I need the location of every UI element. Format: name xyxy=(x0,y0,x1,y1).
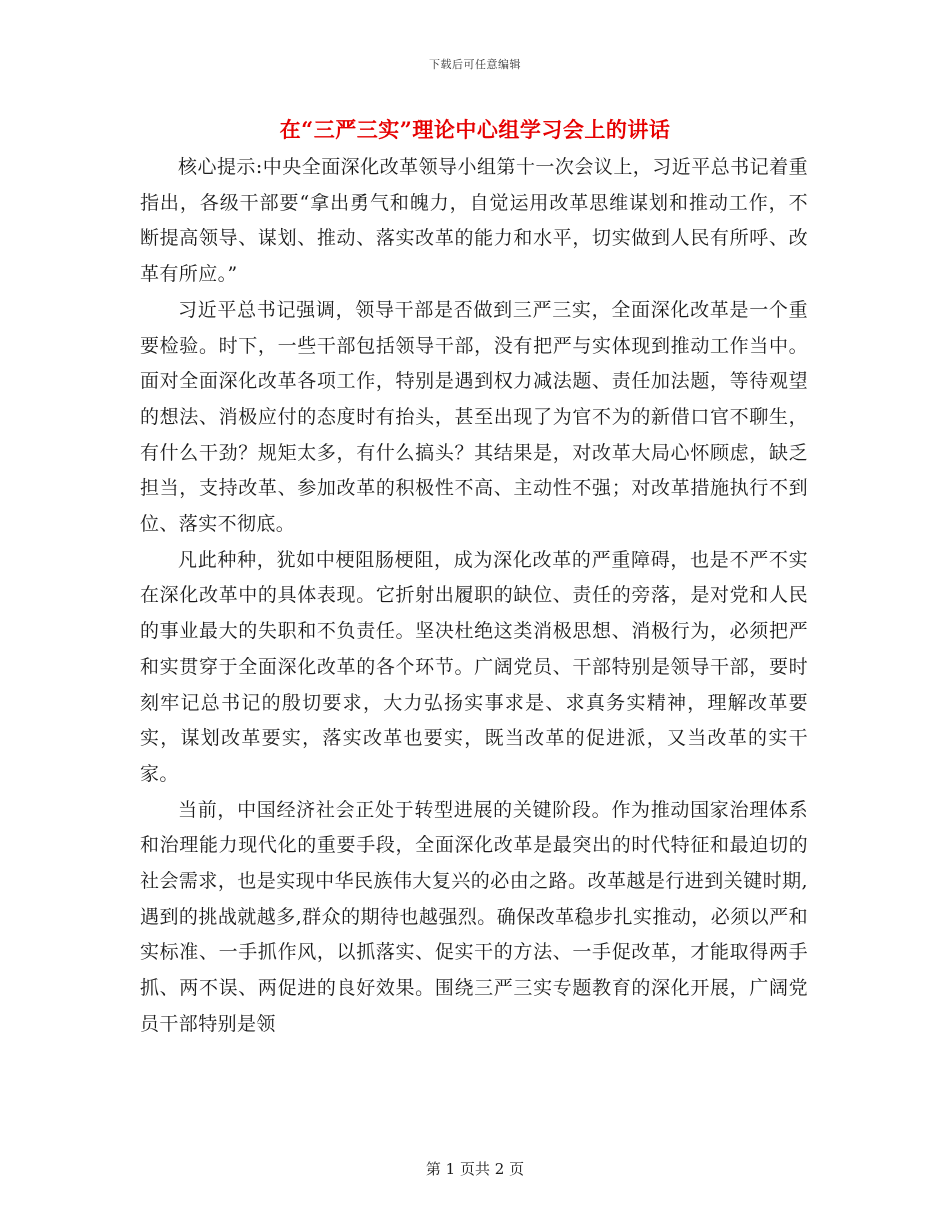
paragraph-1: 核心提示:中央全面深化改革领导小组第十一次会议上，习近平总书记着重指出，各级干部要“拿出勇气和魄力，自觉运用改革思维谋划和推动工作，不断提高领导、谋划、推动、落实改革的能力和水平，切实做到人民有所呼、改革有所应。” xyxy=(140,156,808,286)
paragraph-4: 当前，中国经济社会正处于转型进展的关键阶段。作为推动国家治理体系和治理能力现代化的重要手段，全面深化改革是最突出的时代特征和最迫切的社会需求，也是实现中华民族伟大复兴的必由之路。改革越是行进到关键时期,遇到的挑战就越多,群众的期待也越强烈。确保改革稳步扎实推动，必须以严和实标准、一手抓作风，以抓落实、促实干的方法、一手促改革，才能取得两手抓、两不误、两促进的良好效果。围绕三严三实专题教育的深化开展，广阔党员干部特别是领 xyxy=(140,798,808,1035)
paragraph-2: 习近平总书记强调，领导干部是否做到三严三实，全面深化改革是一个重要检验。时下，一些干部包括领导干部，没有把严与实体现到推动工作当中。面对全面深化改革各项工作，特别是遇到权力减法题、责任加法题，等待观望的想法、消极应付的态度时有抬头，甚至出现了为官不为的新借口官不聊生，有什么干劲？规矩太多，有什么搞头？其结果是，对改革大局心怀顾虑，缺乏担当，支持改革、参加改革的积极性不高、主动性不强；对改革措施执行不到位、落实不彻底。 xyxy=(140,298,808,536)
page-footer: 第 1 页共 2 页 xyxy=(425,1160,525,1178)
paragraph-3: 凡此种种，犹如中梗阻肠梗阻，成为深化改革的严重障碍，也是不严不实在深化改革中的具体表现。它折射出履职的缺位、责任的旁落，是对党和人民的事业最大的失职和不负责任。坚决杜绝这类消极思想、消极行为，必须把严和实贯穿于全面深化改革的各个环节。广阔党员、干部特别是领导干部，要时刻牢记总书记的殷切要求，大力弘扬实事求是、求真务实精神，理解改革要实，谋划改革要实，落实改革也要实，既当改革的促进派，又当改革的实干家。 xyxy=(140,548,808,785)
header-note: 下载后可任意编辑 xyxy=(429,58,521,71)
document-body xyxy=(140,150,808,1043)
document-title: 在“三严三实”理论中心组学习会上的讲话 xyxy=(279,117,671,142)
